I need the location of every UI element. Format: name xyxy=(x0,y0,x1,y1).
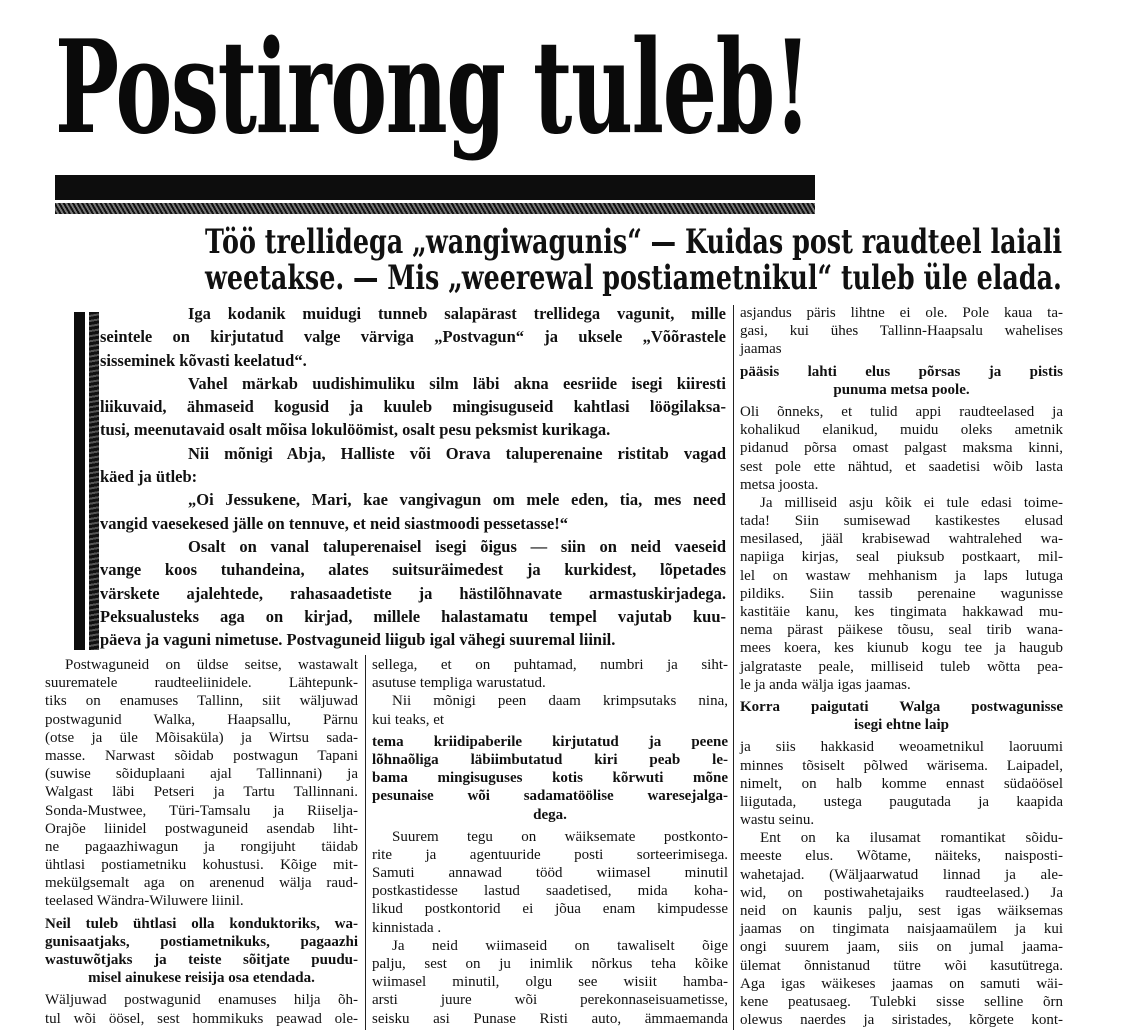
text-line: masse. Narwast sõidab postwagun Tapani xyxy=(45,747,358,764)
text-line: wiimasel minutil, olgu see wisiit hamba- xyxy=(372,974,728,991)
text-line: ühtlasi postiametniku kohustusi. Kõige mit- xyxy=(45,857,358,874)
paragraph xyxy=(372,828,728,937)
text-line: suurematele raudteeliinidele. Lähtepunk- xyxy=(45,675,358,692)
text-line: jalgrataste peale, milliseid tuleb wõtta pea- xyxy=(740,658,1063,675)
text-line: bama mingisuguses kotis kõrwuti mõne xyxy=(372,770,728,787)
text-line: (otse ja üle Mõisaküla) ja Wirtsu sada- xyxy=(45,729,358,746)
text-line: palju, sest on ju inimlik nõrkus teha kõike xyxy=(372,956,728,972)
paragraph xyxy=(100,488,726,535)
paragraph xyxy=(45,991,358,1027)
paragraph xyxy=(372,656,728,692)
text-line: wahetajad. (Wäljaarwatud linnad ja ale- xyxy=(740,866,1063,883)
text-line: Suurem tegu on wäiksemate postkonto- xyxy=(392,828,728,845)
text-line: dega. xyxy=(533,806,567,823)
text-line: meeste elus. Wõtame, näiteks, naisposti- xyxy=(740,848,1063,865)
column-rule-middle xyxy=(365,655,366,1030)
paragraph xyxy=(740,403,1063,494)
text-line: päeva ja vaguni nimetuse. Postvaguneid liigub igal vähegi suuremal liinil. xyxy=(100,630,616,650)
text-line: postwagunid Walka, Haapsallu, Pärnu xyxy=(45,711,358,728)
text-line: Ja neid wiimaseid on tawaliselt õige xyxy=(392,937,728,954)
text-line: wastu seinu. xyxy=(740,812,815,829)
text-line: pidanud põrsa omast palgast maksma kinni, xyxy=(740,440,1063,457)
text-line: Walgast läbi Petseri ja Tartu Tallinnani. xyxy=(45,784,358,801)
text-line: napiiga kirjas, seal piuksub postkaart, mil- xyxy=(740,549,1063,566)
text-line: ja siis hakkasid weoametnikul laoruumi xyxy=(740,739,1063,756)
text-line: Nii mõnigi peen daam krimpsutaks nina, xyxy=(392,693,728,710)
text-line: seisku asi Punase Risti auto, ämmaemanda xyxy=(372,1010,728,1027)
text-line: Samuti annawad tööd wiimasel minutil xyxy=(372,865,728,882)
text-line: mekülgsemalt aga on arenenud wälja raud- xyxy=(45,875,358,892)
text-line: liigutada, ustega paugutada ja kaapida xyxy=(740,793,1063,810)
text-line: Postwaguneid on üldse seitse, wastawalt xyxy=(65,657,358,673)
text-line: värskete ajalehtede, rahasaadetiste ja hästilõhnavate armastuskirjadega. xyxy=(100,583,726,603)
text-line: wastuwõtjaks ja teiste sõitjate puudu- xyxy=(45,952,358,968)
subheadline-line-2: weetakse. — Mis „weerewal postiametnikul“ tuleb üle elada. xyxy=(205,258,1062,298)
intro-accent-bar-textured xyxy=(89,312,99,650)
text-line: kene peatusaeg. Tulebki sisse selline õrn xyxy=(740,993,1063,1010)
text-line: olewus naerdes ja siristades, kõrgete kont- xyxy=(740,1012,1063,1029)
text-line: pesunaise wõi sadamatöölise waresejalga- xyxy=(372,788,728,805)
text-line: Oli õnneks, et tulid appi raudteelased ja xyxy=(740,403,1063,420)
text-line: Iga kodanik muidugi tunneb salapärast trellidega vagunit, mille xyxy=(188,304,726,323)
column-right xyxy=(740,304,1063,1029)
text-line: (suwise sõiduplaani ajal Tallinnani) ja xyxy=(45,766,358,783)
text-line: ongi suurem jaam, siis on jumal jaama- xyxy=(740,939,1063,956)
text-line: nema pärast päikese tõusu, seal tirib wana- xyxy=(740,622,1063,639)
text-line: neid on kaunis palju, sest igas wäiksemas xyxy=(740,903,1063,919)
column-left xyxy=(45,656,358,1028)
text-line: kohalikud elanikud, muidu oleks ametnik xyxy=(740,422,1063,439)
text-line: Orajõe liinidel postwaguneid asendab liht- xyxy=(45,820,358,837)
text-line: isegi ehtne laip xyxy=(853,717,949,734)
paragraph xyxy=(740,738,1063,829)
text-line: mees koera, kes kiunub kogu tee ja haugub xyxy=(740,640,1063,657)
text-line: vange koos tuhandeina, alates suitsuräimedest ja kurkidest, lõpetades xyxy=(100,560,726,580)
text-line: liikuvaid, ähmaseid kogusid ja kuuleb mingisuguseid kahtlasi löögilaksa- xyxy=(100,397,726,417)
bold-callout xyxy=(372,733,728,824)
text-line: gunisaatjaks, postiametnikuks, pagaazhi xyxy=(45,933,358,950)
paragraph xyxy=(740,829,1063,1029)
text-line: vangid vaesekesed jälle on tennuve, et neid siastmoodi pessetasse!“ xyxy=(100,513,568,533)
text-line: Aga igas wäikeses jaamas on samuti wäi- xyxy=(740,975,1063,992)
text-line: gasi, kui ühes Tallinn-Haapsalu wahelises xyxy=(740,323,1063,340)
text-line: asjandus päris lihtne ei ole. Pole kaua ta- xyxy=(740,305,1063,321)
text-line: misel ainukese reisija osa etendada. xyxy=(88,970,315,987)
text-line: asutuse templiga warustatud. xyxy=(372,675,546,692)
text-line: ne pagaazhiwagun ja rongijuht täidab xyxy=(45,838,358,855)
text-line: nimelt, on halb komme ennast südaöösel xyxy=(740,775,1063,792)
intro-lead-text xyxy=(100,302,726,651)
paragraph xyxy=(100,372,726,442)
text-line: käed ja ütleb: xyxy=(100,467,198,487)
bold-callout xyxy=(45,915,358,988)
text-line: pildiks. Siin tassib perenaine wagunisse xyxy=(740,585,1063,602)
text-line: kinnistada . xyxy=(372,919,442,936)
text-line: Peksualusteks aga on kirjad, millele halastamatu tempel vajutab kuu- xyxy=(100,606,726,626)
subheadline-line-1: Töö trellidega „wangiwagunis“ — Kuidas post raudteel laiali xyxy=(205,222,1063,262)
text-line: Osalt on vanal taluperenaisel isegi õigus — siin on neid vaeseid xyxy=(188,536,726,556)
text-line: Ja milliseid asju kõik ei tule edasi toime- xyxy=(760,494,1063,511)
paragraph xyxy=(372,937,728,1028)
text-line: mesilased, jääl krabisewad wahtralehed wa- xyxy=(740,531,1063,548)
text-line: Sonda-Mustwee, Türi-Tamsalu ja Riiselja- xyxy=(45,802,358,819)
column-rule-right xyxy=(733,305,734,1030)
paragraph xyxy=(45,656,358,911)
text-line: seintele on kirjutatud valge värviga „Postvagun“ ja uksele „Võõrastele xyxy=(100,327,726,347)
text-line: Nii mõnigi Abja, Halliste või Orava taluperenaine ristitab vagad xyxy=(188,443,726,463)
headline: Postirong tuleb! xyxy=(55,13,810,163)
headline-rule-bar xyxy=(55,175,815,200)
paragraph xyxy=(100,535,726,651)
text-line: „Oi Jessukene, Mari, kae vangivagun om mele eden, tia, mes need xyxy=(188,490,726,510)
headline-hatched-rule xyxy=(55,203,815,214)
text-line: Korra paigutati Walga postwagunisse xyxy=(740,698,1063,715)
text-line: postkastidesse lastud saadetised, mida koha- xyxy=(372,883,728,900)
text-line: minnes tõsiselt põlwed wärisema. Laipadel, xyxy=(740,757,1063,774)
text-line: le ja anda wälja igas jaamas. xyxy=(740,676,911,693)
text-line: lõhnaõliga läbiimbutatud kiri peab le- xyxy=(372,751,728,768)
text-line: lel on wastaw mehhanism ja laps lutuga xyxy=(740,567,1063,584)
text-line: arsti juure wõi perekonnaseisuametisse, xyxy=(372,992,728,1009)
paragraph xyxy=(372,692,728,728)
text-line: Neil tuleb ühtlasi olla konduktoriks, wa- xyxy=(45,915,358,932)
text-line: punuma metsa poole. xyxy=(833,381,970,398)
text-line: sest pole ette nähtud, et saadetisi wõib lasta xyxy=(740,458,1063,475)
text-line: jaamas xyxy=(740,341,782,358)
paragraph xyxy=(740,494,1063,694)
text-line: tiks on enamuses Tallinn, siit wäljuwad xyxy=(45,693,358,710)
bold-callout xyxy=(740,698,1063,734)
text-line: Ent on ka ilusamat romantikat sõidu- xyxy=(760,830,1063,847)
text-line: sellega, et on puhtamad, numbri ja siht- xyxy=(372,657,728,673)
text-line: tul wõi öösel, sest hommikuks peawad ole- xyxy=(45,1010,358,1027)
text-line: pääsis lahti elus põrsas ja pistis xyxy=(740,363,1063,380)
text-line: metsa joosta. xyxy=(740,476,819,493)
text-line: Wäljuwad postwagunid enamuses hilja õh- xyxy=(45,992,358,1009)
text-line: kastitäie kanu, kes tingimata hakkawad mu- xyxy=(740,604,1063,620)
paragraph xyxy=(100,302,726,372)
intro-accent-bar xyxy=(74,312,85,650)
text-line: tada! Siin sumisewad kastikestes elusad xyxy=(740,513,1063,530)
bold-callout xyxy=(740,363,1063,399)
text-line: kui teaks, et xyxy=(372,711,445,728)
paragraph xyxy=(740,304,1063,359)
text-line: tusi, meenutavaid osalt mõisa lokulöömist, osalt pesu peksmist kurikaga. xyxy=(100,420,611,440)
paragraph xyxy=(100,442,726,489)
text-line: teelased Wändra-Wiluwere liinil. xyxy=(45,893,244,910)
text-line: sisseminek kõvasti keelatud“. xyxy=(100,350,307,370)
text-line: tema kriidipaberile kirjutatud ja peene xyxy=(372,733,728,750)
text-line: likud postkontorid ei jõua enam kimpudesse xyxy=(372,901,728,918)
text-line: jaamas on tingimata naisjaamaülem ja kui xyxy=(740,921,1063,938)
text-line: wid, on postiwahetajaiks raudteelased.) Ja xyxy=(740,884,1063,901)
text-line: Vahel märkab uudishimuliku silm läbi akna eesriide isegi kiiresti xyxy=(188,373,726,393)
column-middle xyxy=(372,656,728,1028)
text-line: rite ja agentuuride posti sorteerimisega. xyxy=(372,846,728,863)
text-line: ülemat õnnistanud tütre wõi kasutütrega. xyxy=(740,957,1063,974)
